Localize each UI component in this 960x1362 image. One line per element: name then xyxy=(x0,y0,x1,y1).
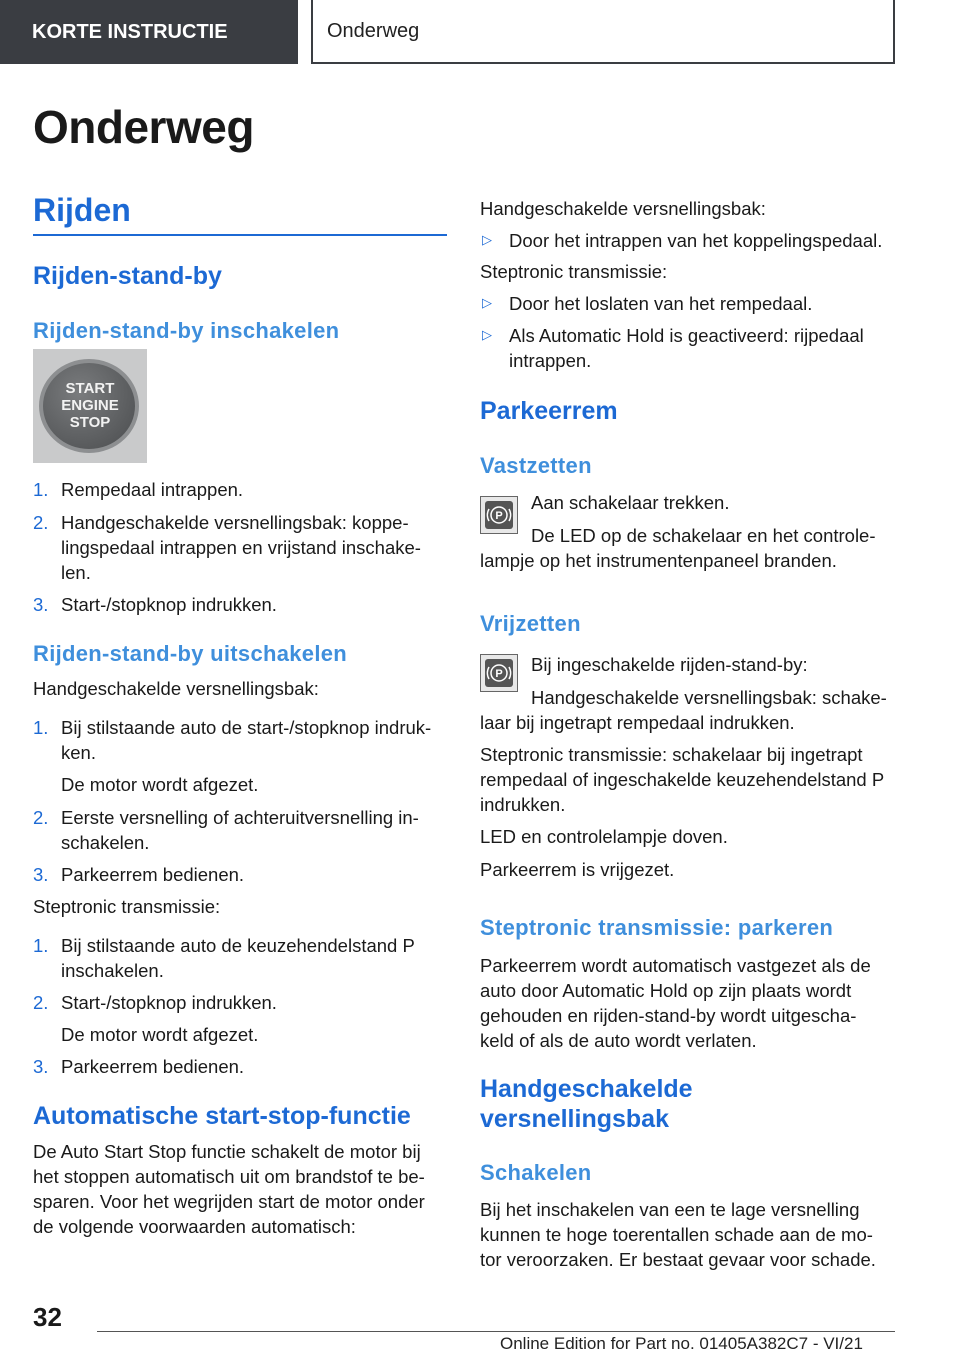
list-item: Eerste versnelling of achteruitversnelling in- xyxy=(61,807,419,828)
bullet-item: Door het loslaten van het rempedaal. xyxy=(509,293,813,314)
svg-text:P: P xyxy=(495,510,503,522)
list-item: Start-/stopknop indrukken. xyxy=(61,992,277,1013)
list-number: 3. xyxy=(33,864,49,885)
start-engine-stop-icon xyxy=(33,349,147,463)
stop-label: STOP xyxy=(69,414,111,431)
paragraph: De Auto Start Stop functie schakelt de motor bij xyxy=(33,1141,421,1162)
footer-edition: Online Edition for Part no. 01405A382C7 - VI/21 xyxy=(500,1334,863,1353)
heading-versnellingsbak: versnellingsbak xyxy=(480,1105,669,1133)
paragraph: Aan schakelaar trekken. xyxy=(531,492,730,513)
paragraph: sparen. Voor het wegrijden start de motor onder xyxy=(33,1191,425,1212)
paragraph: Bij het inschakelen van een te lage versnelling xyxy=(480,1199,860,1220)
chapter-tab xyxy=(311,0,895,64)
list-number: 3. xyxy=(33,594,49,615)
heading-uitschakelen: Rijden-stand-by uitschakelen xyxy=(33,641,348,666)
paragraph: indrukken. xyxy=(480,794,566,815)
paragraph: auto door Automatic Hold op zijn plaats wordt xyxy=(480,980,852,1001)
list-item: Parkeerrem bedienen. xyxy=(61,1056,245,1077)
paragraph: gehouden en rijden-stand-by wordt uitgescha- xyxy=(480,1005,857,1026)
list-sub: De motor wordt afgezet. xyxy=(61,774,259,795)
chapter-tab-label: Onderweg xyxy=(327,19,420,42)
list-number: 1. xyxy=(33,717,49,738)
bullet-triangle-icon: ▷ xyxy=(482,295,492,310)
bullet-item: intrappen. xyxy=(509,350,592,371)
heading-vrijzetten: Vrijzetten xyxy=(480,611,581,636)
paragraph: keld of als de auto wordt verlaten. xyxy=(480,1030,757,1051)
heading-rijden-stand-by: Rijden-stand-by xyxy=(33,262,222,290)
list-item: ken. xyxy=(61,742,96,763)
paragraph: lampje op het instrumentenpaneel branden. xyxy=(480,550,837,571)
heading-schakelen: Schakelen xyxy=(480,1160,592,1185)
list-number: 2. xyxy=(33,992,49,1013)
parking-brake-icon xyxy=(480,496,518,534)
steptronic-label: Steptronic transmissie: xyxy=(480,261,668,282)
bullet-item: Als Automatic Hold is geactiveerd: rijpedaal xyxy=(509,325,864,346)
section-tab-label: KORTE INSTRUCTIE xyxy=(32,20,228,43)
paragraph: kunnen te hoge toerentallen schade aan de mo- xyxy=(480,1224,873,1245)
list-item: Start-/stopknop indrukken. xyxy=(61,594,277,615)
start-label: START xyxy=(65,380,115,397)
list-sub: De motor wordt afgezet. xyxy=(61,1024,259,1045)
list-number: 2. xyxy=(33,512,49,533)
list-item: Bij stilstaande auto de keuzehendelstand P xyxy=(61,935,415,956)
paragraph: LED en controlelampje doven. xyxy=(480,826,728,847)
svg-text:P: P xyxy=(495,668,503,680)
paragraph: Steptronic transmissie: schakelaar bij ingetrapt xyxy=(480,744,863,765)
heading-rule xyxy=(33,234,447,236)
manual-label: Handgeschakelde versnellingsbak: xyxy=(33,678,319,699)
paragraph: De LED op de schakelaar en het controle- xyxy=(531,525,876,546)
heading-vastzetten: Vastzetten xyxy=(480,453,592,478)
paragraph: Parkeerrem wordt automatisch vastgezet als de xyxy=(480,955,871,976)
list-item: Handgeschakelde versnellingsbak: koppe- xyxy=(61,512,409,533)
heading-steptronic-parkeren: Steptronic transmissie: parkeren xyxy=(480,915,834,940)
paragraph: laar bij ingetrapt rempedaal indrukken. xyxy=(480,712,795,733)
page-number: 32 xyxy=(33,1302,62,1332)
list-number: 1. xyxy=(33,479,49,500)
paragraph: rempedaal of ingeschakelde keuzehendelstand P xyxy=(480,769,885,790)
parking-brake-icon xyxy=(480,654,518,692)
paragraph: Bij ingeschakelde rijden-stand-by: xyxy=(531,654,808,675)
heading-parkeerrem: Parkeerrem xyxy=(480,397,618,425)
list-number: 3. xyxy=(33,1056,49,1077)
list-item: Parkeerrem bedienen. xyxy=(61,864,245,885)
bullet-triangle-icon: ▷ xyxy=(482,327,492,342)
manual-label: Handgeschakelde versnellingsbak: xyxy=(480,198,766,219)
paragraph: de volgende voorwaarden automatisch: xyxy=(33,1216,356,1237)
engine-label: ENGINE xyxy=(61,397,119,414)
paragraph: Parkeerrem is vrijgezet. xyxy=(480,859,675,880)
paragraph: tor veroorzaken. Er bestaat gevaar voor schade. xyxy=(480,1249,876,1270)
list-item: schakelen. xyxy=(61,832,150,853)
list-number: 1. xyxy=(33,935,49,956)
bullet-item: Door het intrappen van het koppelingspedaal. xyxy=(509,230,883,251)
list-item: inschakelen. xyxy=(61,960,164,981)
heading-handgeschakelde: Handgeschakelde xyxy=(480,1075,693,1103)
bullet-triangle-icon: ▷ xyxy=(482,232,492,247)
heading-inschakelen: Rijden-stand-by inschakelen xyxy=(33,318,340,343)
list-number: 2. xyxy=(33,807,49,828)
list-item: Bij stilstaande auto de start-/stopknop indruk- xyxy=(61,717,432,738)
paragraph: Handgeschakelde versnellingsbak: schake- xyxy=(531,687,887,708)
heading-auto-start-stop: Automatische start-stop-functie xyxy=(33,1102,411,1130)
steptronic-label: Steptronic transmissie: xyxy=(33,896,221,917)
page-title: Onderweg xyxy=(33,101,254,153)
paragraph: het stoppen automatisch uit om brandstof te be- xyxy=(33,1166,425,1187)
list-item: len. xyxy=(61,562,91,583)
footer-rule xyxy=(97,1331,895,1332)
heading-rijden: Rijden xyxy=(33,192,131,228)
section-tab xyxy=(0,0,298,64)
list-item: Rempedaal intrappen. xyxy=(61,479,244,500)
list-item: lingspedaal intrappen en vrijstand inschake- xyxy=(61,537,421,558)
